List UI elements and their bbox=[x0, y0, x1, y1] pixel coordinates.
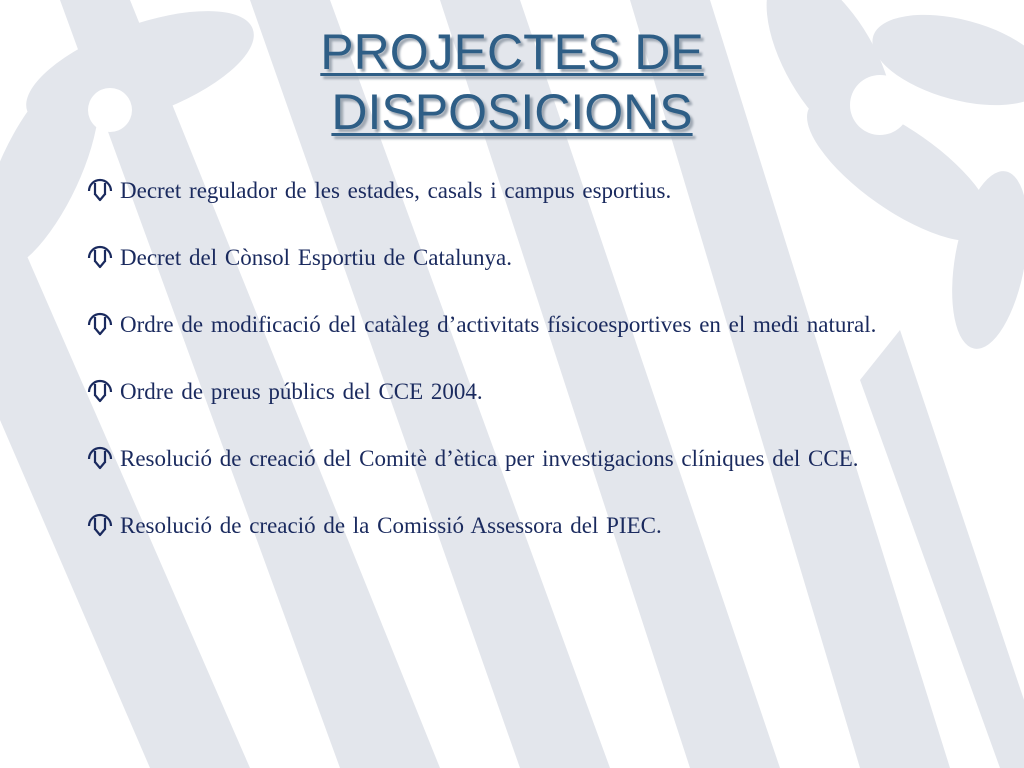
slide-title-line-2: DISPOSICIONS bbox=[331, 84, 693, 140]
list-item-text: Resolució de creació de la Comissió Assessora del PIEC. bbox=[120, 513, 662, 538]
list-item bbox=[86, 503, 932, 548]
list-item-text: Ordre de preus públics del CCE 2004. bbox=[120, 379, 483, 404]
list-item-text: Resolució de creació del Comitè d’ètica per investigacions clíniques del CCE. bbox=[120, 446, 859, 471]
list-item-text: Decret regulador de les estades, casals i campus esportius. bbox=[120, 178, 672, 203]
circled-down-arrow-icon bbox=[86, 369, 120, 414]
circled-down-arrow-icon bbox=[86, 235, 120, 280]
list-item bbox=[86, 369, 932, 414]
slide-title bbox=[0, 22, 1024, 142]
list-item bbox=[86, 235, 932, 280]
circled-down-arrow-icon bbox=[86, 436, 120, 481]
list-item bbox=[86, 168, 932, 213]
list-item-text: Ordre de modificació del catàleg d’activitats físicoesportives en el medi natural. bbox=[120, 312, 877, 337]
circled-down-arrow-icon bbox=[86, 302, 120, 347]
circled-down-arrow-icon bbox=[86, 168, 120, 213]
list-item bbox=[86, 302, 932, 347]
circled-down-arrow-icon bbox=[86, 503, 120, 548]
disposition-list bbox=[86, 168, 932, 570]
slide-title-line-1: PROJECTES DE bbox=[320, 24, 704, 80]
list-item-text: Decret del Cònsol Esportiu de Catalunya. bbox=[120, 245, 512, 270]
list-item bbox=[86, 436, 932, 481]
